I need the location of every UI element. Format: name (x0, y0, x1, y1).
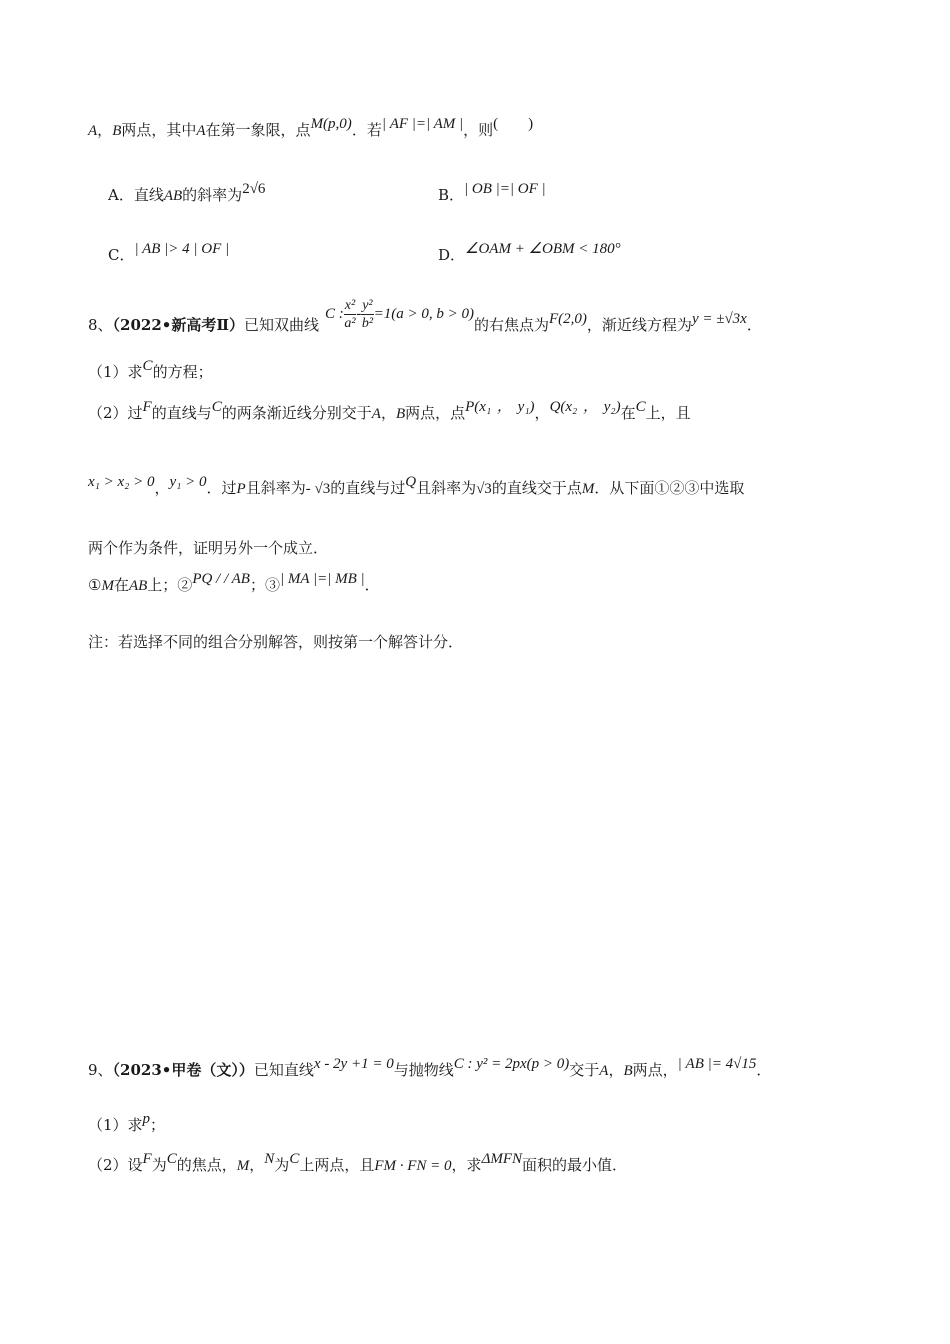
q9-text5: ． (756, 1061, 772, 1079)
q9-stem (88, 1056, 772, 1081)
q9-number: 9、 (88, 1061, 113, 1079)
q9-p2-t1: 为 (151, 1156, 167, 1174)
cond2-end: ；③ (249, 576, 280, 594)
q8-l2-m: M (581, 481, 595, 497)
q8-part1-label: （1）求 (88, 363, 143, 381)
q8-l2-t1: ．过 (206, 479, 237, 497)
q9-a: A (599, 1063, 609, 1079)
q8-text1: 已知双曲线 (244, 316, 320, 334)
dot-product: FM · FN = 0 (374, 1158, 452, 1174)
cond1-text: 在 (113, 576, 129, 594)
q8-conditions (88, 571, 380, 596)
cond3-end: ． (364, 576, 380, 594)
point-p: P(x₁ ， y₁) (465, 399, 535, 415)
q7-condition: | AF |=| AM | (381, 116, 464, 132)
q8-a: A (371, 406, 381, 422)
q9-p2-t4: 上两点，且 (299, 1156, 375, 1174)
line-equation: x - 2y +1 = 0 (313, 1056, 394, 1072)
option-a (108, 181, 266, 206)
q9-text1: 已知直线 (253, 1061, 314, 1079)
option-c-value: | AB |> 4 | OF | (134, 241, 230, 257)
q8-p2-t1: 的直线与 (151, 404, 212, 422)
q8-l2-t5: 的直线交于点 (491, 479, 582, 497)
q9-comma: ， (608, 1061, 624, 1079)
q7-stem (88, 116, 534, 141)
chord-length: | AB |= 4√15 (677, 1056, 757, 1072)
option-a-value: 2√6 (242, 181, 266, 197)
q9-part1 (88, 1111, 166, 1136)
q8-l2-t6: ．从下面①②③中选取 (594, 479, 745, 497)
q9-part1-end: ； (150, 1116, 166, 1134)
q8-p2-t4: 在 (620, 404, 636, 422)
hyperbola-equation (325, 293, 474, 334)
q9-part1-p: p (142, 1111, 151, 1127)
frac-y (361, 297, 373, 332)
cond3: | MA |=| MB | (279, 571, 365, 587)
q9-text4: 两点， (632, 1061, 678, 1079)
q8-part2-line1 (88, 399, 691, 424)
q8-text2: 的右焦点为 (474, 316, 550, 334)
q8-part2-label: （2）过 (88, 404, 143, 422)
q8-source: （2022•新高考Ⅱ） (112, 316, 245, 334)
q7-stem-text3: ．若 (351, 121, 382, 139)
q9-p2-t2: 的焦点， (176, 1156, 237, 1174)
comma: ， (97, 121, 113, 139)
focus-point: F(2,0) (549, 311, 587, 327)
q8-p2-t3: 两点，点 (405, 404, 466, 422)
hyperbola-rest: =1(a > 0, b > 0) (373, 306, 474, 322)
q9-m: M (236, 1158, 250, 1174)
option-d-label: D． (438, 246, 466, 264)
q9-p2-t5: ，求 (451, 1156, 482, 1174)
point-b: B (112, 123, 122, 139)
cond1-m: M (101, 578, 114, 594)
cond-x: x₁ > x₂ > 0 (88, 474, 155, 490)
q8-stem (88, 297, 762, 346)
option-d-value: ∠OAM + ∠OBM < 180° (465, 241, 621, 257)
q8-p2-t5: 上，且 (645, 404, 691, 422)
q8-l2-comma: ， (154, 479, 170, 497)
option-a-text: 的斜率为 (182, 186, 243, 204)
q9-text2: 与抛物线 (393, 1061, 454, 1079)
frac-x-den: a² (344, 315, 356, 331)
point-m: M(p,0) (310, 116, 352, 132)
q8-c: C (211, 399, 222, 415)
q8-l2-t4: 且斜率为 (416, 479, 477, 497)
q8-part2-line2 (88, 474, 745, 499)
q8-p2-t2: 的两条渐近线分别交于 (221, 404, 372, 422)
q9-text3: 交于 (569, 1061, 600, 1079)
option-a-label: A．直线 (108, 186, 164, 204)
slope-neg: - √3 (305, 481, 331, 497)
q9-f: F (142, 1151, 152, 1167)
q9-b: B (623, 1063, 633, 1079)
q9-p2-t6: 面积的最小值． (522, 1156, 628, 1174)
cond1-end: 上；② (147, 576, 193, 594)
answer-paren: ( ) (493, 116, 534, 132)
q9-p2-comma: ， (249, 1156, 265, 1174)
q7-stem-text2: 在第一象限，点 (205, 121, 311, 139)
option-b (438, 181, 546, 206)
q8-l2-p: P (236, 481, 246, 497)
cond1-prefix: ① (88, 576, 102, 594)
option-d (438, 241, 621, 266)
q8-part1-c: C (142, 358, 153, 374)
point-a2: A (196, 123, 206, 139)
q8-text3: ，渐近线方程为 (586, 316, 692, 334)
cond1-ab: AB (128, 578, 148, 594)
q8-part1-text: 的方程； (152, 363, 213, 381)
parabola-equation: C : y² = 2px(p > 0) (453, 1056, 570, 1072)
q8-l2-t2: 且斜率为 (245, 479, 306, 497)
q8-l2-q: Q (405, 474, 417, 490)
asymptote-eq: y = ±√3x (691, 311, 747, 327)
point-a: A (88, 123, 98, 139)
slope-pos: √3 (476, 481, 492, 497)
q8-b: B (395, 406, 406, 422)
q8-comma2: ， (534, 404, 550, 422)
point-q: Q(x₂ ， y₂) (549, 399, 621, 415)
q9-c2: C (289, 1151, 300, 1167)
q8-part1 (88, 358, 213, 383)
curve-c: C : (325, 306, 344, 322)
cond2: PQ / / AB (192, 571, 250, 587)
q9-c: C (166, 1151, 177, 1167)
q9-part2-label: （2）设 (88, 1156, 143, 1174)
minus-sign: - (356, 306, 362, 322)
q9-part1-label: （1）求 (88, 1116, 143, 1134)
cond-y: y₁ > 0 (169, 474, 207, 490)
q9-p2-t3: 为 (274, 1156, 290, 1174)
triangle-mfn: ΔMFN (481, 1151, 523, 1167)
q9-part2 (88, 1151, 628, 1176)
option-b-value: | OB |=| OF | (464, 181, 546, 197)
option-a-ab: AB (163, 188, 183, 204)
frac-x (344, 297, 356, 332)
frac-y-den: b² (361, 315, 374, 331)
option-c-label: C． (108, 246, 135, 264)
q8-comma: ， (380, 404, 396, 422)
frac-x-num: x² (344, 297, 356, 313)
q8-part2-line3: 两个作为条件，证明另外一个成立． (88, 539, 329, 557)
q9-source: （2023•甲卷（文）） (112, 1061, 254, 1079)
frac-y-num: y² (362, 297, 373, 313)
q8-number: 8、 (88, 316, 113, 334)
option-b-label: B． (438, 186, 465, 204)
q8-c2: C (635, 399, 646, 415)
q8-l2-t3: 的直线与过 (330, 479, 406, 497)
q8-f: F (142, 399, 152, 415)
q8-text4: ． (746, 316, 762, 334)
q9-n: N (264, 1151, 275, 1167)
option-c (108, 241, 230, 266)
q7-stem-text4: ，则 (463, 121, 494, 139)
q8-note: 注：若选择不同的组合分别解答，则按第一个解答计分． (88, 633, 464, 651)
q7-stem-text1: 两点，其中 (121, 121, 197, 139)
